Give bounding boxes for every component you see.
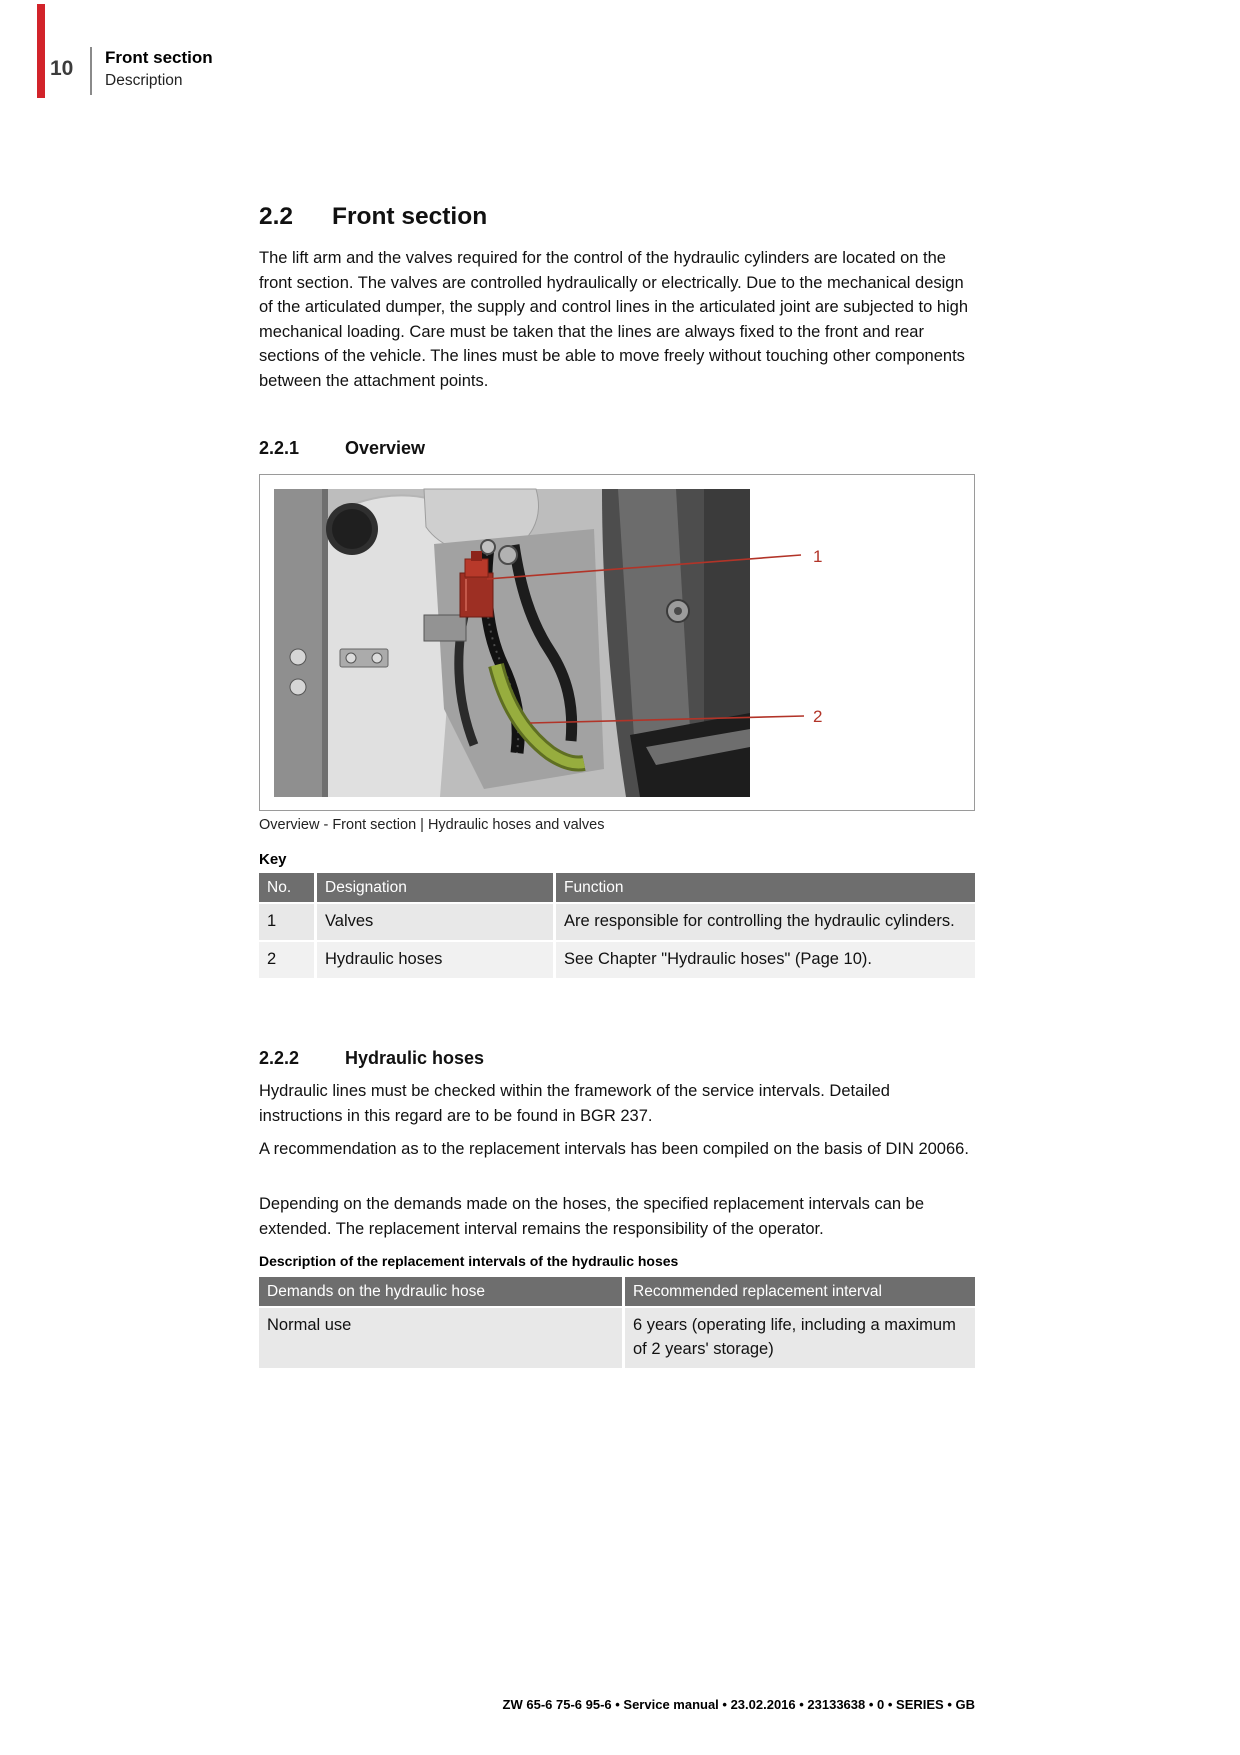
overview-figure [259,474,975,811]
hoses-paragraph-3: Depending on the demands made on the hoses, the specified replacement intervals can be extended. The replacement interval remains the responsibility of the operator. [259,1195,925,1238]
page-edge-red-marker [37,4,45,98]
cell-function: Are responsible for controlling the hydraulic cylinders. [553,902,975,940]
callout-label-2: 2 [813,707,823,726]
subsection-heading-hydraulic-hoses [259,1048,975,1069]
hoses-paragraph-2: A recommendation as to the replacement intervals has been compiled on the basis of DIN 20066. [259,1140,969,1158]
page-footer: ZW 65-6 75-6 95-6 • Service manual • 23.02.2016 • 23133638 • 0 • SERIES • GB [502,1697,975,1712]
figure-caption: Overview - Front section | Hydraulic hoses and valves [259,817,605,833]
table-row [259,940,975,978]
fitting-icon [481,540,495,554]
cell-demand: Normal use [259,1306,622,1368]
cell-no: 1 [259,902,314,940]
running-header-subtitle: Description [105,72,183,89]
page-number: 10 [50,57,74,80]
running-header-title: Front section [105,48,213,67]
bolt-icon [346,653,356,663]
running-header [105,48,213,90]
table-row [259,1306,975,1368]
header-divider [90,47,92,95]
bolt-icon [372,653,382,663]
section-heading [259,203,975,231]
fitting-icon [499,546,517,564]
hinge-ring-icon [290,679,306,695]
subsection-heading-overview [259,438,975,459]
subsection-number: 2.2.1 [259,438,300,458]
intervals-table-title: Description of the replacement intervals of the hydraulic hoses [259,1253,679,1269]
key-table [259,873,975,978]
col-header-interval: Recommended replacement interval [622,1277,975,1306]
cell-designation: Hydraulic hoses [314,940,553,978]
cell-interval: 6 years (operating life, including a maximum of 2 years' storage) [622,1306,975,1368]
key-table-header-row [259,873,975,902]
cell-designation: Valves [314,902,553,940]
col-header-function: Function [553,873,975,902]
col-header-designation: Designation [314,873,553,902]
section-title: Front section [332,203,488,230]
overview-photo [274,489,750,797]
overview-figure-graphic [260,475,974,810]
section-intro-paragraph: The lift arm and the valves required for the control of the hydraulic cylinders are located on the front section. The valves are controlled hydraulically or electrically. Due to the mechanical design of the articulated dumper, the supply and control lines in the articulated joint are subjected to high mechanical loading. Care must be taken that the lines are always fixed to the front and rear sections of the vehicle. The lines must be able to move freely without touching other components between the attachment points. [259,249,969,390]
hoses-paragraph-1: Hydraulic lines must be checked within the framework of the service intervals. Detailed instructions in this regard are to be found in BGR 237. [259,1082,890,1125]
bracket [424,615,466,641]
col-header-no: No. [259,873,314,902]
intervals-table-header-row [259,1277,975,1306]
subsection-number: 2.2.2 [259,1048,300,1068]
section-number: 2.2 [259,203,294,230]
subsection-title: Hydraulic hoses [345,1048,485,1068]
table-row [259,902,975,940]
intervals-table [259,1277,975,1368]
cell-function: See Chapter "Hydraulic hoses" (Page 10). [553,940,975,978]
key-label: Key [259,851,287,868]
col-header-demands: Demands on the hydraulic hose [259,1277,622,1306]
hinge-ring-icon [290,649,306,665]
subsection-title: Overview [345,438,426,458]
cell-no: 2 [259,940,314,978]
callout-label-1: 1 [813,547,823,566]
valve-highlight [460,551,493,617]
